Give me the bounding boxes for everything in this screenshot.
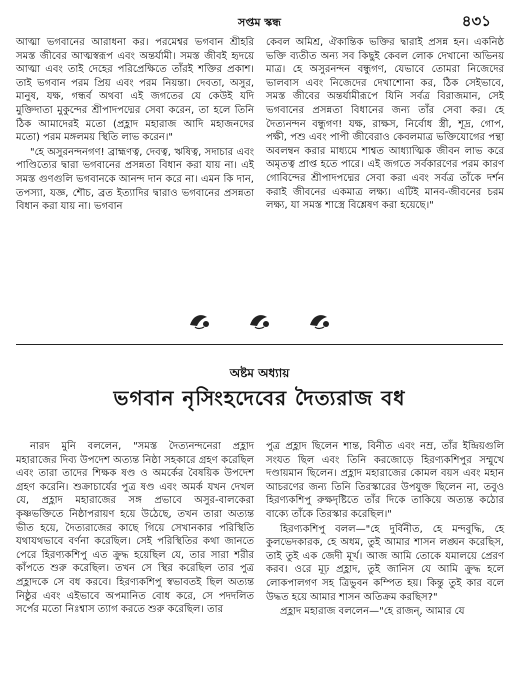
paragraph: আত্মা ভগবানের আরাধনা কর। পরমেশ্বর ভগবান শ্রীহরি সমস্ত জীবের আত্মস্বরূপ এবং অন্তর্যামী। সমস্ত জীবই হৃদয়ে আত্মা এবং তাই দেহের পরিপ্রেক্ষিতে তাঁরই শক্তির প্রকাশ। তাই ভগবান পরম প্রিয় এবং পরম নিয়ন্তা। দেবতা, অসুর, মানুষ, যক্ষ, গন্ধর্ব অথবা এই জগতের যে কেউই যদি মুক্তিদাতা মুকুন্দের শ্রীপাদপদ্মের সেবা করেন, তা হলে তিনি ঠিক আমাদেরই মতো (প্রহ্লাদ মহারাজ আদি মহাজনদের মতো) পরম মঙ্গলময় স্থিতি লাভ করেন।" xyxy=(16,37,254,144)
bottom-right-column xyxy=(266,440,504,619)
top-right-column xyxy=(266,36,504,213)
paragraph: প্রহ্লাদ মহারাজ বললেন—"হে রাজন্, আমার যে xyxy=(280,606,465,618)
bottom-left-column xyxy=(16,440,254,617)
top-left-column xyxy=(16,36,254,214)
section-divider xyxy=(16,344,503,345)
chapter-title: ভগবান নৃসিংহদেবের দৈত্যরাজ বধ xyxy=(113,386,406,410)
page-number: ৪৩১ xyxy=(461,12,491,30)
ornament-row xyxy=(0,309,519,333)
paragraph: কেবল অমিশ্র, ঐকান্তিক ভক্তির দ্বারাই প্রসন্ন হন। একনিষ্ঠ ভক্তি ব্যতীত অন্য সব কিছুই কেবল লোক দেখানো অভিনয় মাত্র। হে অসুরনন্দন বন্ধুগণ, যেভাবে তোমরা নিজেদের ভালবাস এবং নিজেদের দেখাশোনা কর, ঠিক সেইভাবে, সমস্ত জীবের অন্তর্যামীরূপে যিনি সর্বত্র বিরাজমান, সেই ভগবানের প্রসন্নতা বিধানের জন্য তাঁর সেবা কর। হে দৈত্যনন্দন বন্ধুগণ! যক্ষ, রাক্ষস, নির্বোধ স্ত্রী, শূদ্র, গোপ, পক্ষী, পশু এবং পাপী জীবেরাও কেবলমাত্র ভক্তিযোগের পন্থা অবলম্বন করার মাধ্যমে শাশ্বত আধ্যাত্মিক জীবন লাভ করে অমৃতত্ব প্রাপ্ত হতে পারে। এই জগতে সর্বকারণের পরম কারণ গোবিন্দের শ্রীপাদপদ্মের সেবা করা এবং সর্বত্র তাঁকে দর্শন করাই জীবনের একমাত্র লক্ষ্য। এটিই মানব-জীবনের চরম লক্ষ্য, যা সমস্ত শাস্ত্রে বিশ্লেষণ করা হয়েছে।" xyxy=(266,37,504,212)
paragraph: "হে অসুরনন্দনগণ! ব্রাহ্মণত্ব, দেবত্ব, ঋষিত্ব, সদাচার এবং পাণ্ডিত্যের দ্বারা ভগবানের প্রসন্নতা বিধান করা যায় না। এই সমস্ত গুণগুলি ভগবানকে আনন্দ দান করে না। এমন কি দান, তপস্যা, যজ্ঞ, শৌচ, ব্রত ইত্যাদির দ্বারাও ভগবানের প্রসন্নতা বিধান করা যায় না। ভগবান xyxy=(16,146,254,213)
running-title: সপ্তম স্কন্ধ xyxy=(238,16,281,29)
paragraph: পুত্র প্রহ্লাদ ছিলেন শান্ত, বিনীত এবং নম্র, তাঁর ইন্দ্রিয়গুলি সংযত ছিল এবং তিনি করজোড়ে হিরণ্যকশিপুর সম্মুখে দণ্ডায়মান ছিলেন। প্রহ্লাদ মহারাজের কোমল বয়স এবং মহান আচরণের জন্য তিনি তিরস্কারের উপযুক্ত ছিলেন না, তবুও হিরণ্যকশিপু রুক্ষদৃষ্টিতে তাঁর দিকে তাকিয়ে অত্যন্ত কঠোর বাক্যে তাঁকে তিরস্কার করেছিল।" xyxy=(266,441,504,520)
floral-ornament-icon xyxy=(307,309,333,331)
floral-ornament-icon xyxy=(187,309,213,331)
paragraph: হিরণ্যকশিপু বলল—"হে দুর্বিনীত, হে মন্দবুদ্ধি, হে কুলভেদকারক, হে অধম, তুই আমার শাসন লঙ্ঘন করেছিস, তাই তুই এক জেদী মূর্খ। আজ আমি তোকে যমালয়ে প্রেরণ করব। ওরে মূঢ় প্রহ্লাদ, তুই জানিস যে আমি ক্রুদ্ধ হলে লোকপালগণ সহ ত্রিভুবন কম্পিত হয়। কিন্তু তুই কার বলে উদ্ধত হয়ে আমার শাসন অতিক্রম করছিস?" xyxy=(266,523,504,603)
paragraph: নারদ মুনি বললেন, "সমস্ত দৈত্যনন্দনেরা প্রহ্লাদ মহারাজের দিব্য উপদেশ অত্যন্ত নিষ্ঠা সহকারে গ্রহণ করেছিল এবং তারা তাদের শিক্ষক ষণ্ড ও অমর্কের বৈষয়িক উপদেশ গ্রহণ করেনি। শুক্রাচার্যের পুত্র ষণ্ড এবং অমর্ক যখন দেখল যে, প্রহ্লাদ মহারাজের সঙ্গ প্রভাবে অসুর-বালকেরা কৃষ্ণভক্তিতে নিষ্ঠাপরায়ণ হয়ে উঠেছে, তখন তারা অত্যন্ত ভীত হয়ে, দৈত্যরাজের কাছে গিয়ে সেখানকার পরিস্থিতি যথাযথভাবে বর্ণনা করেছিল। সেই পরিস্থিতির কথা জানতে পেরে হিরণ্যকশিপু এত ক্রুদ্ধ হয়েছিল যে, তার সারা শরীর কাঁপতে শুরু করেছিল। তখন সে স্থির করেছিল তার পুত্র প্রহ্লাদকে সে বধ করবে। হিরণ্যকশিপু স্বভাবতই ছিল অত্যন্ত নিষ্ঠুর এবং এইভাবে অপমানিত বোধ করে, সে পদদলিত সর্পের মতো নিঃশ্বাস ত্যাগ করতে শুরু করেছিল। তার xyxy=(16,441,254,616)
floral-ornament-icon xyxy=(247,309,273,331)
chapter-label: অষ্টম অধ্যায় xyxy=(229,366,290,380)
